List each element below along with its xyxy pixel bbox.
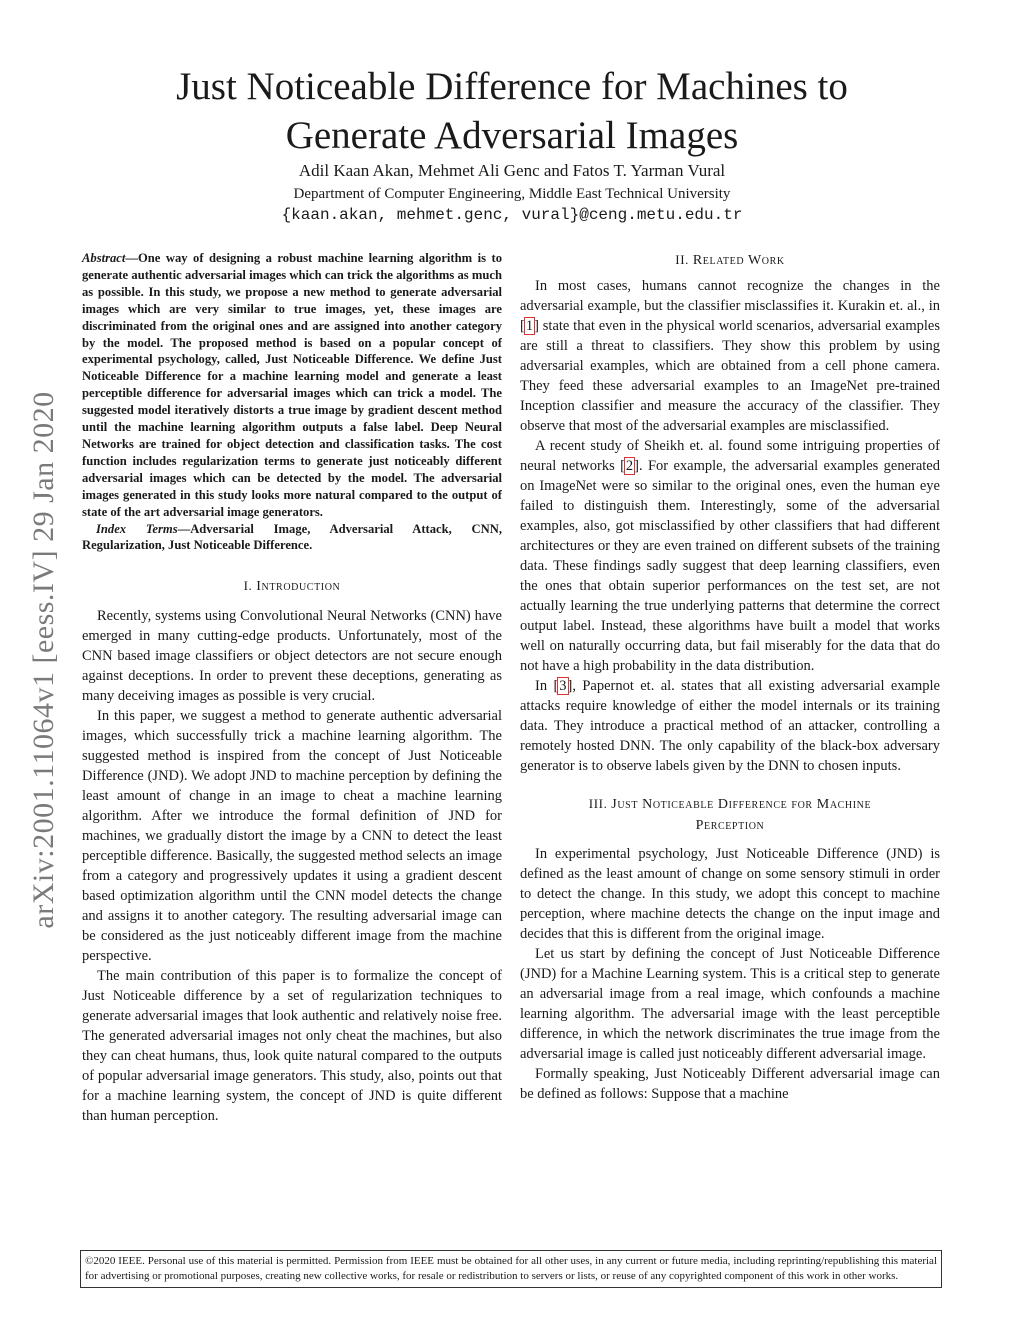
section-heading-introduction — [82, 576, 502, 597]
arxiv-stamp — [22, 360, 66, 960]
arxiv-identifier[interactable]: arXiv:2001.11064v1 [eess.IV] 29 Jan 2020 — [27, 391, 60, 929]
paragraph: The main contribution of this paper is to formalize the concept of Just Noticeable difference by a set of regularization techniques to generate adversarial images that look authentic and relatively noise free. The generated adversarial images not only cheat the machines, but also they can cheat humans, thus, look quite natural compared to the outputs of popular adversarial image generators. This study, also, points out that for a machine learning system, the concept of JND is quite different than human perception. — [82, 968, 502, 1125]
abstract — [82, 250, 502, 521]
abstract-text: —One way of designing a robust machine learning algorithm is to generate authentic adversarial images which can trick the algorithms as much as possible. In this study, we propose a new method to generate adversarial images which are very similar to true images, yet, these images are discriminated from the original ones and are assigned into another category by the model. The proposed method is based on a popular concept of experimental psychology, called, Just Noticeable Difference. We define Just Noticeable Difference for a machine learning model and generate a least perceptible difference for adversarial images which can trick a model. The suggested model iteratively distorts a true image by gradient descent method until the machine learning algorithm outputs a false label. Deep Neural Networks are trained for object detection and classification tasks. The cost function includes regularization terms to generate just noticeably different adversarial images which can be detected by the model. The adversarial images generated in this study looks more natural compared to the output of state of the art adversarial image generators. — [82, 251, 502, 519]
section-title: Introduction — [256, 579, 341, 595]
paragraph-text: In most cases, humans cannot recognize the changes in the adversarial example, but the classifier misclassifies it. Kurakin et. al., in — [520, 278, 940, 314]
paragraph: Let us start by defining the concept of Just Noticeable Difference (JND) for a Machine Learning system. This is a critical step to generate an adversarial image from a real image, which confounds a machine learning algorithm. The adversarial image with the least perceptible difference, in which the network discriminates the true image from the adversarial image is called just noticeably different adversarial image. — [520, 946, 940, 1062]
title-line-1: Just Noticeable Difference for Machines to — [176, 65, 848, 108]
section-heading-related-work — [520, 250, 940, 271]
paragraph-text: , Papernot et. al. states that all existing adversarial example attacks require knowledge of either the model internals or its training data. They introduce a practical method of an attacker, controlling a remotely hosted DNN. The only capability of the black-box adversary generator is to observe labels given by the DNN to chosen inputs. — [520, 678, 940, 774]
index-terms-text: —Adversarial Image, Adversarial Attack, CNN, Regularization, Just Noticeable Difference. — [82, 521, 502, 553]
citation-link[interactable]: 2 — [625, 458, 634, 474]
author-list: Adil Kaan Akan, Mehmet Ali Genc and Fatos T. Yarman Vural — [298, 161, 726, 180]
paragraph: In experimental psychology, Just Noticeable Difference (JND) is defined as the least amount of change on some sensory stimuli in order to detect the change. In this study, we adopt this concept to machine perception, where machine detects the change on the input image and decides that this is different from the original image. — [520, 846, 940, 942]
paragraph: Recently, systems using Convolutional Neural Networks (CNN) have emerged in many cutting-edge products. Unfortunately, most of the CNN based image classifiers or object detectors are not secure enough against deceptions. In order to prevent these deceptions, generating as many deceiving images as possible is very crucial. — [82, 608, 502, 705]
copyright-notice: ©2020 IEEE. Personal use of this material is permitted. Permission from IEEE must be obtained for all other uses, in any current or future media, including reprinting/republishing this material for advertising or promotional purposes, creating new collective works, for resale or redistribution to servers or lists, or reuse of any copyrighted component of this work in other works. — [80, 1250, 942, 1288]
section-heading-jnd — [520, 794, 940, 836]
section-number: I. — [243, 578, 253, 594]
paragraph-text: . For example, the adversarial examples generated on ImageNet were so similar to the original ones, even the human eye failed to distinguish them. Interestingly, some of the adversarial examples, also, got misclassified by other classifiers that had different architectures or they are even trained on different subsets of the training data. These findings sadly suggest that deep learning classifiers, even the ones that obtain superior performances on the test set, are not actually learning the true underlying patterns that determine the correct output label. Instead, these algorithms have built a model that works well on naturally occurring data, but fail miserably for the data that do not have a high probability in the data distribution. — [520, 458, 940, 674]
section-title: Perception — [695, 818, 765, 833]
section-title: Just Noticeable Difference for Machine — [611, 797, 872, 812]
section-number: III. — [588, 796, 608, 811]
citation-link[interactable]: 3 — [559, 678, 567, 694]
citation-link[interactable]: 1 — [525, 318, 534, 334]
paragraph: A recent study of Sheikh et. al. found some intriguing properties of neural networks [2]. For example, the adversarial examples generated on ImageNet were so similar to the original ones, even the human eye failed to distinguish them. Interestingly, some of the adversarial examples, also, got misclassified by other classifiers that had different architectures or they are even trained on different subsets of the training data. These findings sadly suggest that deep learning classifiers, even the ones that obtain superior performances on the test set, are not actually learning the true underlying patterns that determine the correct output label. Instead, these algorithms have built a model that works well on naturally occurring data, but fail miserably for the data that do not have a high probability in the data distribution. — [520, 438, 940, 674]
paper-title — [100, 62, 924, 160]
paragraph: Formally speaking, Just Noticeably Different adversarial image can be defined as follows: Suppose that a machine — [520, 1066, 940, 1102]
paragraph: In [3], Papernot et. al. states that all existing adversarial example attacks require knowledge of either the model internals or its training data. They introduce a practical method of an attacker, controlling a remotely hosted DNN. The only capability of the black-box adversary generator is to observe labels given by the DNN to chosen inputs. — [520, 678, 940, 774]
author-emails: {kaan.akan, mehmet.genc, vural}@ceng.metu.edu.tr — [281, 206, 743, 224]
section-title: Related Work — [692, 253, 785, 268]
paragraph: In this paper, we suggest a method to generate authentic adversarial images, which successfully trick a machine learning algorithm. The suggested method is inspired from the concept of Just Noticeable Difference (JND). We adopt JND to machine perception by defining the least amount of change in an image to cheat a machine learning algorithm. After we introduce the formal definition of JND for machines, we gradually distort the image by a CNN to detect the least perceptible difference. Basically, the suggested method selects an image from a category and progressively updates it using a gradient descent based optimization algorithm until the CNN model detects the change and assigns it to another category. The resulting adversarial image can be considered as the just noticeably different image from the machine perspective. — [82, 708, 502, 965]
paragraph-text: state that even in the physical world scenarios, adversarial examples are still a threat to classifiers. They show this problem by using adversarial examples, which are obtained from a cell phone camera. They feed these adversarial examples to an ImageNet pre-trained Inception classifier and measure the accuracy of the classifier. They observe that most of the adversarial examples are misclassified. — [520, 318, 940, 434]
affiliation: Department of Computer Engineering, Middle East Technical University — [293, 186, 731, 202]
paragraph: In most cases, humans cannot recognize the changes in the adversarial example, but the classifier misclassifies it. Kurakin et. al., in [1] state that even in the physical world scenarios, adversarial examples are still a threat to classifiers. They show this problem by using adversarial examples, which are obtained from a cell phone camera. They feed these adversarial examples to an ImageNet pre-trained Inception classifier and measure the accuracy of the classifier. They observe that most of the adversarial examples are misclassified. — [520, 278, 940, 434]
title-line-2: Generate Adversarial Images — [285, 114, 739, 157]
left-column — [82, 250, 502, 1126]
index-terms — [82, 521, 502, 555]
section-number: II. — [675, 252, 689, 267]
abstract-label: Abstract — [82, 251, 126, 265]
paragraph-text: In — [535, 678, 554, 694]
paragraph-text: A recent study of Sheikh et. al. found some intriguing properties of neural networks — [520, 438, 940, 474]
index-terms-label: Index Terms — [96, 521, 178, 536]
right-column — [520, 250, 940, 1104]
